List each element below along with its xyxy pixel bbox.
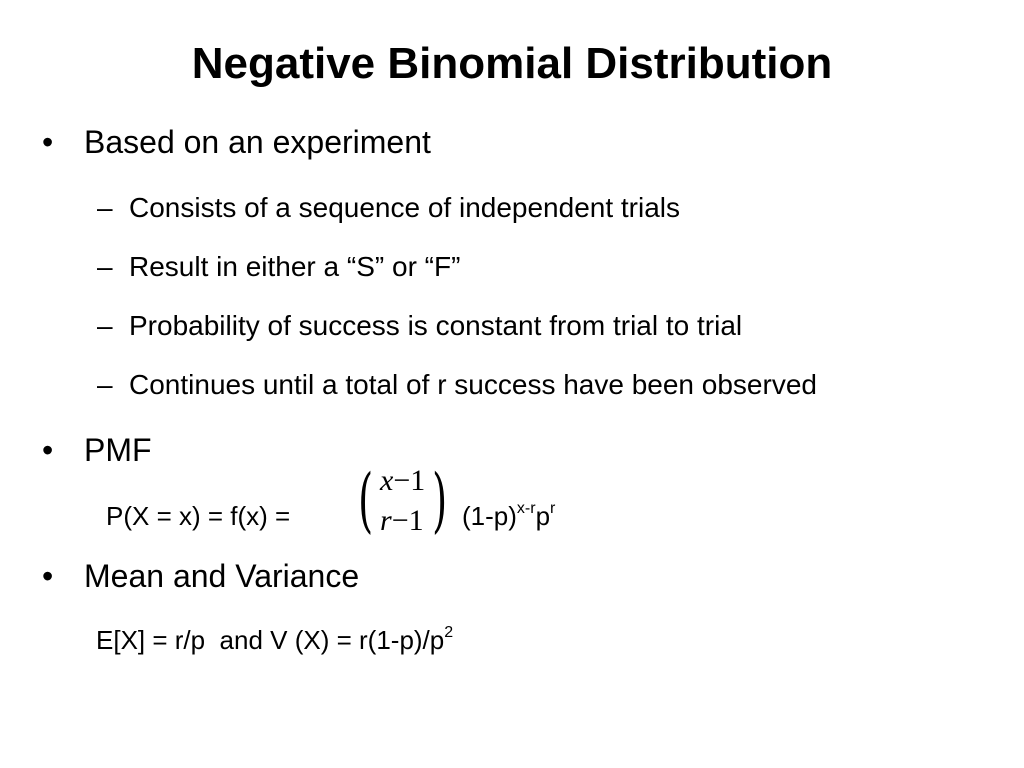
dash-marker: – — [97, 251, 113, 282]
bullet-text: Based on an experiment — [84, 124, 431, 160]
slide-title: Negative Binomial Distribution — [191, 39, 833, 88]
dash-marker: – — [97, 310, 113, 341]
sub-item-text: Probability of success is constant from trial to trial — [129, 310, 743, 341]
sub-item-result — [97, 249, 460, 285]
sub-item-probability — [97, 308, 742, 344]
bullet-experiment — [42, 122, 431, 162]
sub-item-text: Result in either a “S” or “F” — [129, 251, 461, 282]
exponent: r — [550, 500, 556, 517]
bullet-dot: • — [42, 432, 54, 468]
sub-item-text: Continues until a total of r success have been observed — [129, 369, 817, 400]
bullet-dot: • — [42, 558, 54, 594]
sub-item-continues — [97, 367, 817, 403]
binom-denominator: r−1 — [380, 504, 424, 537]
dash-marker: – — [97, 192, 113, 223]
sub-item-text: Consists of a sequence of independent trials — [129, 192, 681, 223]
dash-marker: – — [97, 369, 113, 400]
binomial-coefficient — [358, 459, 448, 542]
bullet-dot: • — [42, 124, 54, 160]
bullet-pmf — [42, 430, 152, 470]
pmf-rhs: $(1-p)^{x-r}p^r$ — [462, 500, 556, 531]
sub-item-independent-trials — [97, 190, 680, 226]
exponent: x-r — [516, 500, 536, 517]
left-paren: ( — [358, 459, 374, 541]
exponent: 2 — [444, 624, 454, 641]
bullet-text: Mean and Variance — [84, 558, 360, 594]
bullet-mean-variance — [42, 556, 359, 596]
binom-numerator: x−1 — [380, 464, 426, 497]
bullet-text: PMF — [84, 432, 152, 468]
pmf-lhs: P(X = x) = f(x) = — [106, 501, 291, 531]
mean-variance-formula: E[X] = r/p and V $(X) = r(1-p)/p^2$ — [96, 624, 454, 655]
right-paren: ) — [432, 459, 448, 541]
